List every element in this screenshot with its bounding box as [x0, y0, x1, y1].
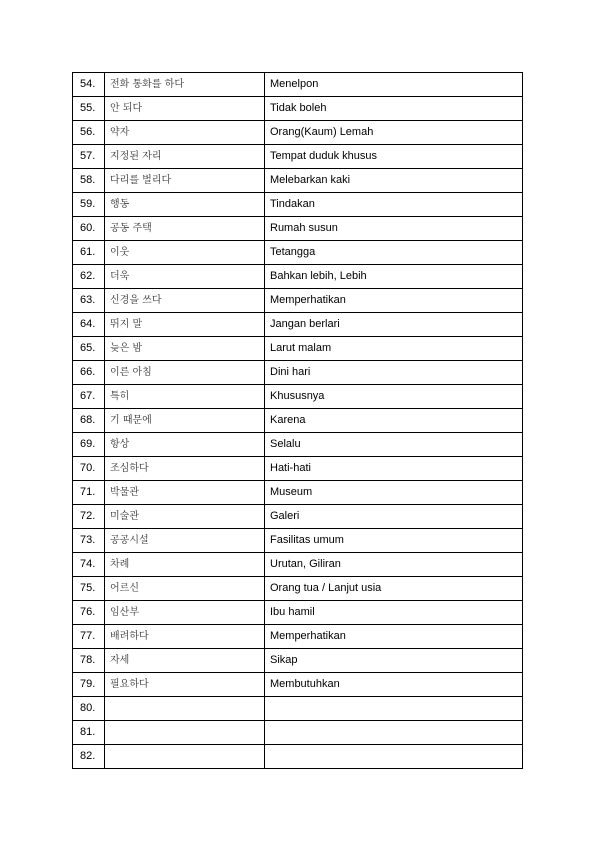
table-row	[73, 433, 523, 457]
korean-term: 공공시설	[105, 529, 265, 553]
korean-term: 이른 아침	[105, 361, 265, 385]
row-number: 76.	[73, 601, 105, 625]
table-row	[73, 385, 523, 409]
vocabulary-table-body	[73, 73, 523, 769]
table-row	[73, 505, 523, 529]
table-row	[73, 601, 523, 625]
row-number: 57.	[73, 145, 105, 169]
table-row	[73, 649, 523, 673]
indonesian-translation: Tetangga	[265, 241, 523, 265]
indonesian-translation: Melebarkan kaki	[265, 169, 523, 193]
table-row	[73, 625, 523, 649]
indonesian-translation: Galeri	[265, 505, 523, 529]
row-number: 55.	[73, 97, 105, 121]
korean-term: 조심하다	[105, 457, 265, 481]
table-row	[73, 361, 523, 385]
korean-term: 전화 통화를 하다	[105, 73, 265, 97]
table-row	[73, 169, 523, 193]
table-row	[73, 529, 523, 553]
table-row	[73, 289, 523, 313]
korean-term: 임산부	[105, 601, 265, 625]
row-number: 74.	[73, 553, 105, 577]
korean-term: 어르신	[105, 577, 265, 601]
row-number: 61.	[73, 241, 105, 265]
table-row	[73, 481, 523, 505]
table-row	[73, 121, 523, 145]
korean-term: 공동 주택	[105, 217, 265, 241]
row-number: 65.	[73, 337, 105, 361]
indonesian-translation: Tindakan	[265, 193, 523, 217]
table-row	[73, 697, 523, 721]
row-number: 80.	[73, 697, 105, 721]
indonesian-translation: Sikap	[265, 649, 523, 673]
korean-term: 항상	[105, 433, 265, 457]
row-number: 67.	[73, 385, 105, 409]
row-number: 82.	[73, 745, 105, 769]
korean-term: 배려하다	[105, 625, 265, 649]
indonesian-translation: Fasilitas umum	[265, 529, 523, 553]
table-row	[73, 409, 523, 433]
indonesian-translation: Menelpon	[265, 73, 523, 97]
table-row	[73, 145, 523, 169]
indonesian-translation	[265, 745, 523, 769]
indonesian-translation: Tempat duduk khusus	[265, 145, 523, 169]
row-number: 66.	[73, 361, 105, 385]
table-row	[73, 337, 523, 361]
table-row	[73, 721, 523, 745]
indonesian-translation	[265, 721, 523, 745]
row-number: 58.	[73, 169, 105, 193]
indonesian-translation: Orang tua / Lanjut usia	[265, 577, 523, 601]
korean-term: 더욱	[105, 265, 265, 289]
indonesian-translation: Khususnya	[265, 385, 523, 409]
row-number: 70.	[73, 457, 105, 481]
korean-term: 지정된 자리	[105, 145, 265, 169]
row-number: 78.	[73, 649, 105, 673]
table-row	[73, 217, 523, 241]
indonesian-translation: Memperhatikan	[265, 625, 523, 649]
korean-term: 뛰지 말	[105, 313, 265, 337]
indonesian-translation: Larut malam	[265, 337, 523, 361]
indonesian-translation: Selalu	[265, 433, 523, 457]
korean-term: 신경을 쓰다	[105, 289, 265, 313]
korean-term: 특히	[105, 385, 265, 409]
korean-term	[105, 745, 265, 769]
indonesian-translation: Urutan, Giliran	[265, 553, 523, 577]
row-number: 60.	[73, 217, 105, 241]
table-row	[73, 265, 523, 289]
korean-term	[105, 721, 265, 745]
indonesian-translation: Ibu hamil	[265, 601, 523, 625]
table-row	[73, 577, 523, 601]
indonesian-translation: Karena	[265, 409, 523, 433]
korean-term: 박물관	[105, 481, 265, 505]
row-number: 79.	[73, 673, 105, 697]
korean-term: 필요하다	[105, 673, 265, 697]
korean-term: 기 때문에	[105, 409, 265, 433]
indonesian-translation: Jangan berlari	[265, 313, 523, 337]
table-row	[73, 193, 523, 217]
row-number: 77.	[73, 625, 105, 649]
row-number: 54.	[73, 73, 105, 97]
table-row	[73, 553, 523, 577]
table-row	[73, 73, 523, 97]
row-number: 69.	[73, 433, 105, 457]
korean-term: 자세	[105, 649, 265, 673]
table-row	[73, 673, 523, 697]
indonesian-translation: Orang(Kaum) Lemah	[265, 121, 523, 145]
row-number: 71.	[73, 481, 105, 505]
row-number: 68.	[73, 409, 105, 433]
row-number: 63.	[73, 289, 105, 313]
row-number: 59.	[73, 193, 105, 217]
row-number: 72.	[73, 505, 105, 529]
table-row	[73, 313, 523, 337]
korean-term: 약자	[105, 121, 265, 145]
row-number: 81.	[73, 721, 105, 745]
indonesian-translation: Tidak boleh	[265, 97, 523, 121]
korean-term: 미술관	[105, 505, 265, 529]
table-row	[73, 97, 523, 121]
row-number: 62.	[73, 265, 105, 289]
table-row	[73, 457, 523, 481]
indonesian-translation: Rumah susun	[265, 217, 523, 241]
vocabulary-table	[72, 72, 523, 769]
indonesian-translation: Membutuhkan	[265, 673, 523, 697]
table-row	[73, 241, 523, 265]
table-row	[73, 745, 523, 769]
korean-term: 차례	[105, 553, 265, 577]
indonesian-translation: Hati-hati	[265, 457, 523, 481]
indonesian-translation: Museum	[265, 481, 523, 505]
row-number: 73.	[73, 529, 105, 553]
korean-term: 안 되다	[105, 97, 265, 121]
indonesian-translation	[265, 697, 523, 721]
row-number: 64.	[73, 313, 105, 337]
indonesian-translation: Dini hari	[265, 361, 523, 385]
korean-term: 이웃	[105, 241, 265, 265]
row-number: 56.	[73, 121, 105, 145]
korean-term	[105, 697, 265, 721]
korean-term: 다리를 벌리다	[105, 169, 265, 193]
indonesian-translation: Bahkan lebih, Lebih	[265, 265, 523, 289]
row-number: 75.	[73, 577, 105, 601]
korean-term: 늦은 밤	[105, 337, 265, 361]
indonesian-translation: Memperhatikan	[265, 289, 523, 313]
korean-term: 행동	[105, 193, 265, 217]
